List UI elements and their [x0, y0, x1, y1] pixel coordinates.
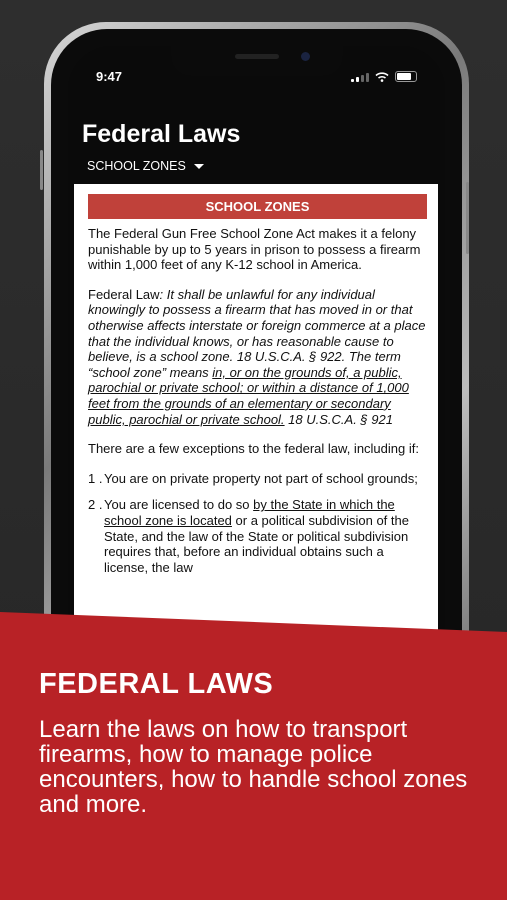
list-item: [88, 497, 430, 575]
battery-icon: [395, 71, 417, 82]
federal-law-label: Federal Law: [88, 286, 160, 302]
intro-paragraph: The Federal Gun Free School Zone Act makes it a felony punishable by up to 5 years in prison to possess a firearm within 1,000 feet of any K-12 school in America.: [88, 226, 421, 273]
page-title: Federal Laws: [82, 120, 241, 148]
section-dropdown-label: SCHOOL ZONES: [87, 159, 186, 173]
list-item: [88, 471, 430, 487]
notch: [171, 46, 343, 76]
list-text-part: You are licensed to do so: [104, 497, 254, 513]
law-text: [88, 226, 430, 586]
federal-law-paragraph: [88, 287, 430, 427]
status-icons: [351, 71, 417, 82]
speaker-grille: [235, 54, 279, 59]
federal-law-citation: 18 U.S.C.A. § 921: [284, 411, 393, 427]
promo-description: Learn the laws on how to transport firearms, how to manage police encounters, how to handle school zones and more.: [39, 716, 468, 818]
list-number: 1 .: [88, 470, 103, 486]
status-time: 9:47: [96, 69, 123, 84]
list-text: You are on private property not part of school grounds;: [104, 470, 418, 486]
list-number: 2 .: [88, 497, 103, 513]
federal-law-text: : It shall be unlawful for any individual knowingly to possess a firearm that has moved in or that otherwise affects interstate or foreign commerce at a place that the individual knows, or has reasonable cause to believe, is a school zone. 18 U.S.C.A. § 922. The term “school zone” means: [88, 286, 426, 380]
exceptions-intro: There are a few exceptions to the federal law, including if:: [88, 441, 419, 457]
phone-side-button: [466, 182, 469, 254]
list-text-underlined: by the State in which the school zone is located: [104, 497, 395, 528]
list-text: [104, 497, 430, 575]
front-camera: [301, 52, 310, 61]
phone-volume-button: [40, 150, 43, 190]
cellular-signal-icon: [351, 72, 369, 82]
section-dropdown[interactable]: [87, 159, 204, 173]
chevron-down-icon: [194, 164, 204, 169]
list-text-part: or a political subdivision of the State, and the law of the State or political subdivision requires that, before an individual obtains such a license, the law: [104, 512, 409, 575]
wifi-icon: [375, 72, 389, 82]
section-banner: SCHOOL ZONES: [88, 194, 427, 219]
federal-law-definition: in, or on the grounds of, a public, parochial or private school; or within a distance of 1,000 feet from the grounds of an elementary or secondary public, parochial or private school.: [88, 364, 409, 427]
promo-title: FEDERAL LAWS: [39, 668, 274, 700]
